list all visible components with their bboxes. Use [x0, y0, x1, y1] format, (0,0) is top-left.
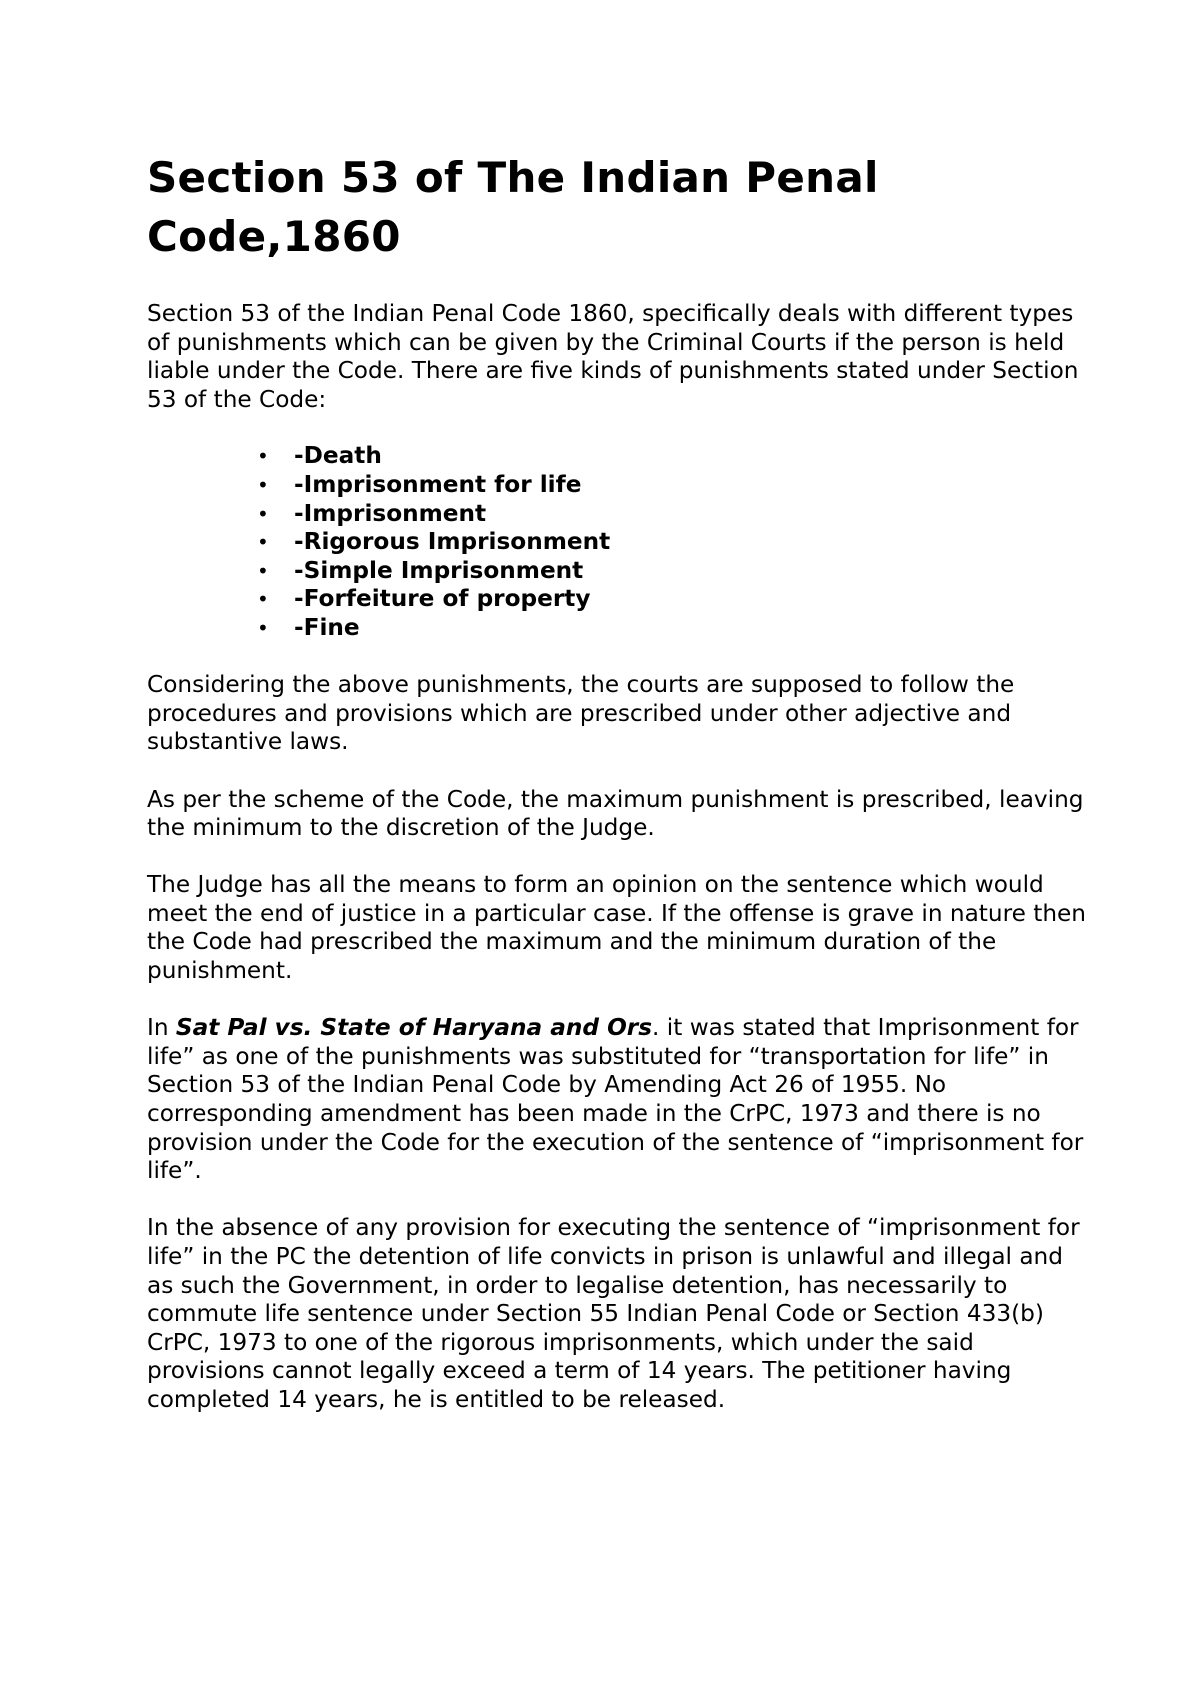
- punishments-list: [147, 442, 1087, 642]
- list-item: • -Simple Imprisonment: [257, 556, 584, 584]
- scheme-paragraph: As per the scheme of the Code, the maximum punishment is prescribed, leaving the minimum to the discretion of the Judge.: [147, 785, 1084, 842]
- list-item: • -Imprisonment: [257, 499, 487, 527]
- absence-paragraph: In the absence of any provision for executing the sentence of “imprisonment for life” in the PC the detention of life convicts in prison is unlawful and illegal and as such the Government, in order to legalise detention, has necessarily to commute life sentence under Section 55 Indian Penal Code or Section 433(b) CrPC, 1973 to one of the rigorous imprisonments, which under the said provisions cannot legally exceed a term of 14 years. The petitioner having completed 14 years, he is entitled to be released.: [147, 1214, 1080, 1413]
- case-name: Sat Pal vs. State of Haryana and Ors: [175, 1014, 653, 1042]
- case-text: . it was stated that Imprisonment for life” as one of the punishments was substituted for “transportation for life” in Section 53 of the Indian Penal Code by Amending Act 26 of 1955. No corresponding amendment has been made in the CrPC, 1973 and there is no provision under the Code for the execution of the sentence of “imprisonment for life”.: [147, 1014, 1084, 1185]
- list-item: • -Forfeiture of property: [257, 585, 591, 613]
- bullet-icon: •: [257, 472, 269, 497]
- bullet-icon: •: [257, 558, 269, 583]
- case-paragraph: [147, 1014, 1087, 1186]
- judge-paragraph: The Judge has all the means to form an opinion on the sentence which would meet the end of justice in a particular case. If the offense is grave in nature then the Code had prescribed the maximum and the minimum duration of the punishment.: [147, 871, 1087, 985]
- intro-paragraph: Section 53 of the Indian Penal Code 1860, specifically deals with different types of punishments which can be given by the Criminal Courts if the person is held liable under the Code. There are five kinds of punishments stated under Section 53 of the Code:: [147, 300, 1079, 413]
- document-page: [147, 148, 1087, 1415]
- document-title: Section 53 of The Indian Penal Code,1860: [147, 153, 879, 261]
- list-item: • -Imprisonment for life: [257, 470, 582, 498]
- list-item: • -Rigorous Imprisonment: [257, 528, 611, 556]
- bullet-icon: •: [257, 530, 269, 555]
- considering-paragraph: Considering the above punishments, the courts are supposed to follow the procedures and provisions which are prescribed under other adjective and substantive laws.: [147, 671, 1015, 756]
- bullet-icon: •: [257, 615, 269, 640]
- list-item: • -Death: [257, 442, 382, 470]
- list-item: • -Fine: [257, 613, 360, 641]
- bullet-icon: •: [257, 587, 269, 612]
- case-prefix: In: [147, 1014, 176, 1042]
- bullet-icon: •: [257, 501, 269, 526]
- bullet-icon: •: [257, 444, 269, 469]
